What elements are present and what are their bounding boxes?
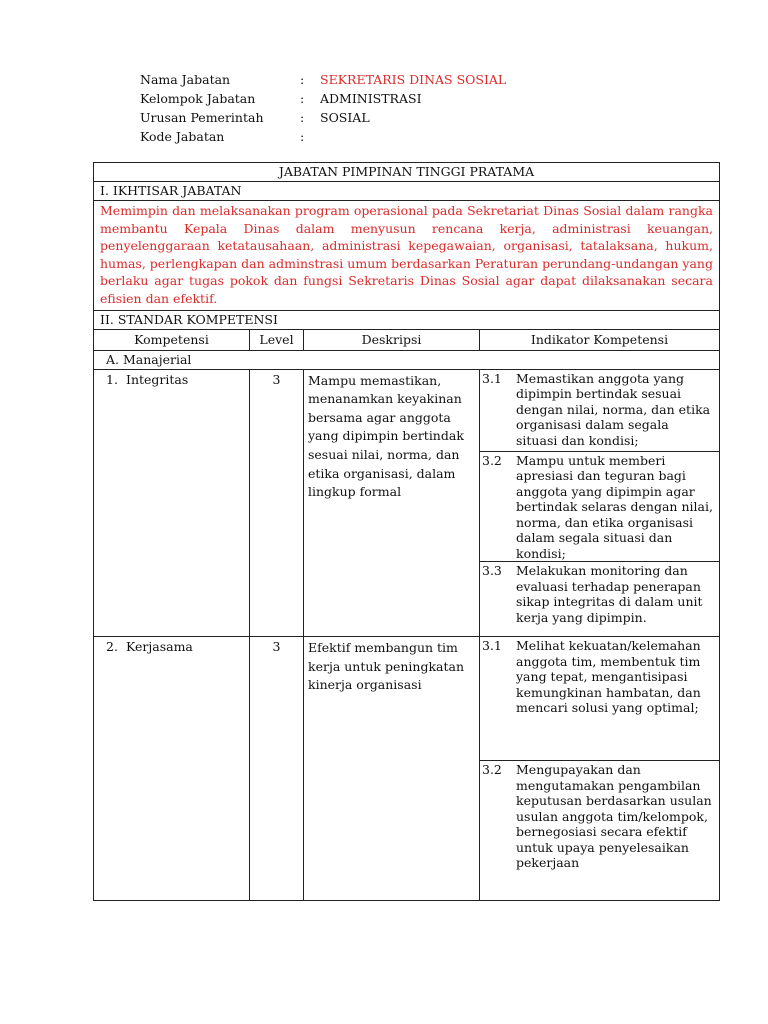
header-label: Urusan Pemerintah bbox=[140, 110, 264, 125]
competency-name-cell bbox=[94, 637, 250, 901]
header-colon: : bbox=[300, 91, 305, 106]
table-row bbox=[94, 637, 720, 901]
indicator-item bbox=[480, 761, 719, 901]
column-header-level: Level bbox=[250, 329, 304, 350]
indicator-number: 3.2 bbox=[482, 762, 502, 778]
header-label: Kelompok Jabatan bbox=[140, 91, 256, 106]
competency-level: 3 bbox=[250, 637, 304, 901]
header-label: Kode Jabatan bbox=[140, 129, 225, 144]
competency-number: 1. bbox=[106, 371, 118, 387]
column-header-indikator: Indikator Kompetensi bbox=[480, 329, 720, 350]
competency-description: Efektif membangun tim kerja untuk peningkatan kinerja organisasi bbox=[304, 637, 480, 901]
column-header-row bbox=[94, 329, 720, 350]
header-colon: : bbox=[300, 129, 305, 144]
indicator-text: Mampu untuk memberi apresiasi dan teguran bagi anggota yang dipimpin agar bertindak selaras dengan nilai, norma, dan etika organisasi dalam segala situasi dan kondisi; bbox=[516, 451, 719, 562]
group-manajerial: A. Manajerial bbox=[94, 350, 720, 369]
indicator-cell bbox=[480, 369, 720, 637]
indicator-text: Mengupayakan dan mengutamakan pengambilan keputusan berdasarkan usulan usulan anggota tim/kelompok, bernegosiasi secara efektif untuk upaya penyelesaikan pekerjaan bbox=[516, 762, 712, 871]
job-header bbox=[140, 70, 506, 146]
competency-name: Integritas bbox=[126, 371, 189, 387]
column-header-kompetensi: Kompetensi bbox=[94, 329, 250, 350]
indicator-text: Melihat kekuatan/kelemahan anggota tim, membentuk tim yang tepat, mengantisipasi kemungkinan hambatan, dan mencari solusi yang optimal; bbox=[516, 637, 719, 761]
header-value: ADMINISTRASI bbox=[320, 91, 422, 106]
competency-table bbox=[93, 162, 720, 901]
indicator-number: 3.3 bbox=[482, 563, 502, 579]
table-row bbox=[94, 369, 720, 637]
header-colon: : bbox=[300, 110, 305, 125]
indicator-number: 3.1 bbox=[480, 370, 516, 452]
competency-number: 2. bbox=[106, 639, 118, 655]
indicator-text: Melakukan monitoring dan evaluasi terhadap penerapan sikap integritas di dalam unit kerja yang dipimpin. bbox=[516, 563, 703, 625]
job-summary: Memimpin dan melaksanakan program operasional pada Sekretariat Dinas Sosial dalam rangka membantu Kepala Dinas dalam menyusun rencana kerja, administrasi keuangan, penyelenggaraan ketatausahaan, administrasi kepegawaian, organisasi, tatalaksana, hukum, humas, perlengkapan dan adminstrasi umum berdasarkan Peraturan perundang-undangan yang berlaku agar tugas pokok dan fungsi Sekretaris Dinas Sosial agar dapat dilaksanakan secara efisien dan efektif. bbox=[94, 201, 720, 311]
indicator-text: Memastikan anggota yang dipimpin bertindak sesuai dengan nilai, norma, dan etika organisasi dalam segala situasi dan kondisi; bbox=[516, 370, 719, 452]
table-title: JABATAN PIMPINAN TINGGI PRATAMA bbox=[94, 163, 720, 182]
indicator-item bbox=[480, 637, 719, 761]
header-value: SOSIAL bbox=[320, 110, 370, 125]
competency-description: Mampu memastikan, menanamkan keyakinan bersama agar anggota yang dipimpin bertindak sesuai nilai, norma, dan etika organisasi, dalam lingkup formal bbox=[304, 369, 480, 637]
header-label: Nama Jabatan bbox=[140, 72, 231, 87]
indicator-item bbox=[480, 562, 719, 637]
section-ikhtisar-heading: I. IKHTISAR JABATAN bbox=[94, 182, 720, 201]
indicator-number: 3.2 bbox=[480, 451, 516, 562]
competency-level: 3 bbox=[250, 369, 304, 637]
section-standar-kompetensi-heading: II. STANDAR KOMPETENSI bbox=[94, 310, 720, 329]
indicator-item bbox=[480, 451, 719, 562]
header-row-kode-jabatan bbox=[140, 127, 506, 146]
column-header-deskripsi: Deskripsi bbox=[304, 329, 480, 350]
header-row-urusan-pemerintah bbox=[140, 108, 506, 127]
competency-name-cell bbox=[94, 369, 250, 637]
indicator-cell bbox=[480, 637, 720, 901]
indicator-item bbox=[480, 370, 719, 452]
header-row-nama-jabatan bbox=[140, 70, 506, 89]
header-colon: : bbox=[300, 72, 305, 87]
header-row-kelompok-jabatan bbox=[140, 89, 506, 108]
indicator-number: 3.1 bbox=[480, 637, 516, 761]
competency-name: Kerjasama bbox=[126, 639, 193, 655]
header-value-job-title: SEKRETARIS DINAS SOSIAL bbox=[320, 72, 507, 87]
